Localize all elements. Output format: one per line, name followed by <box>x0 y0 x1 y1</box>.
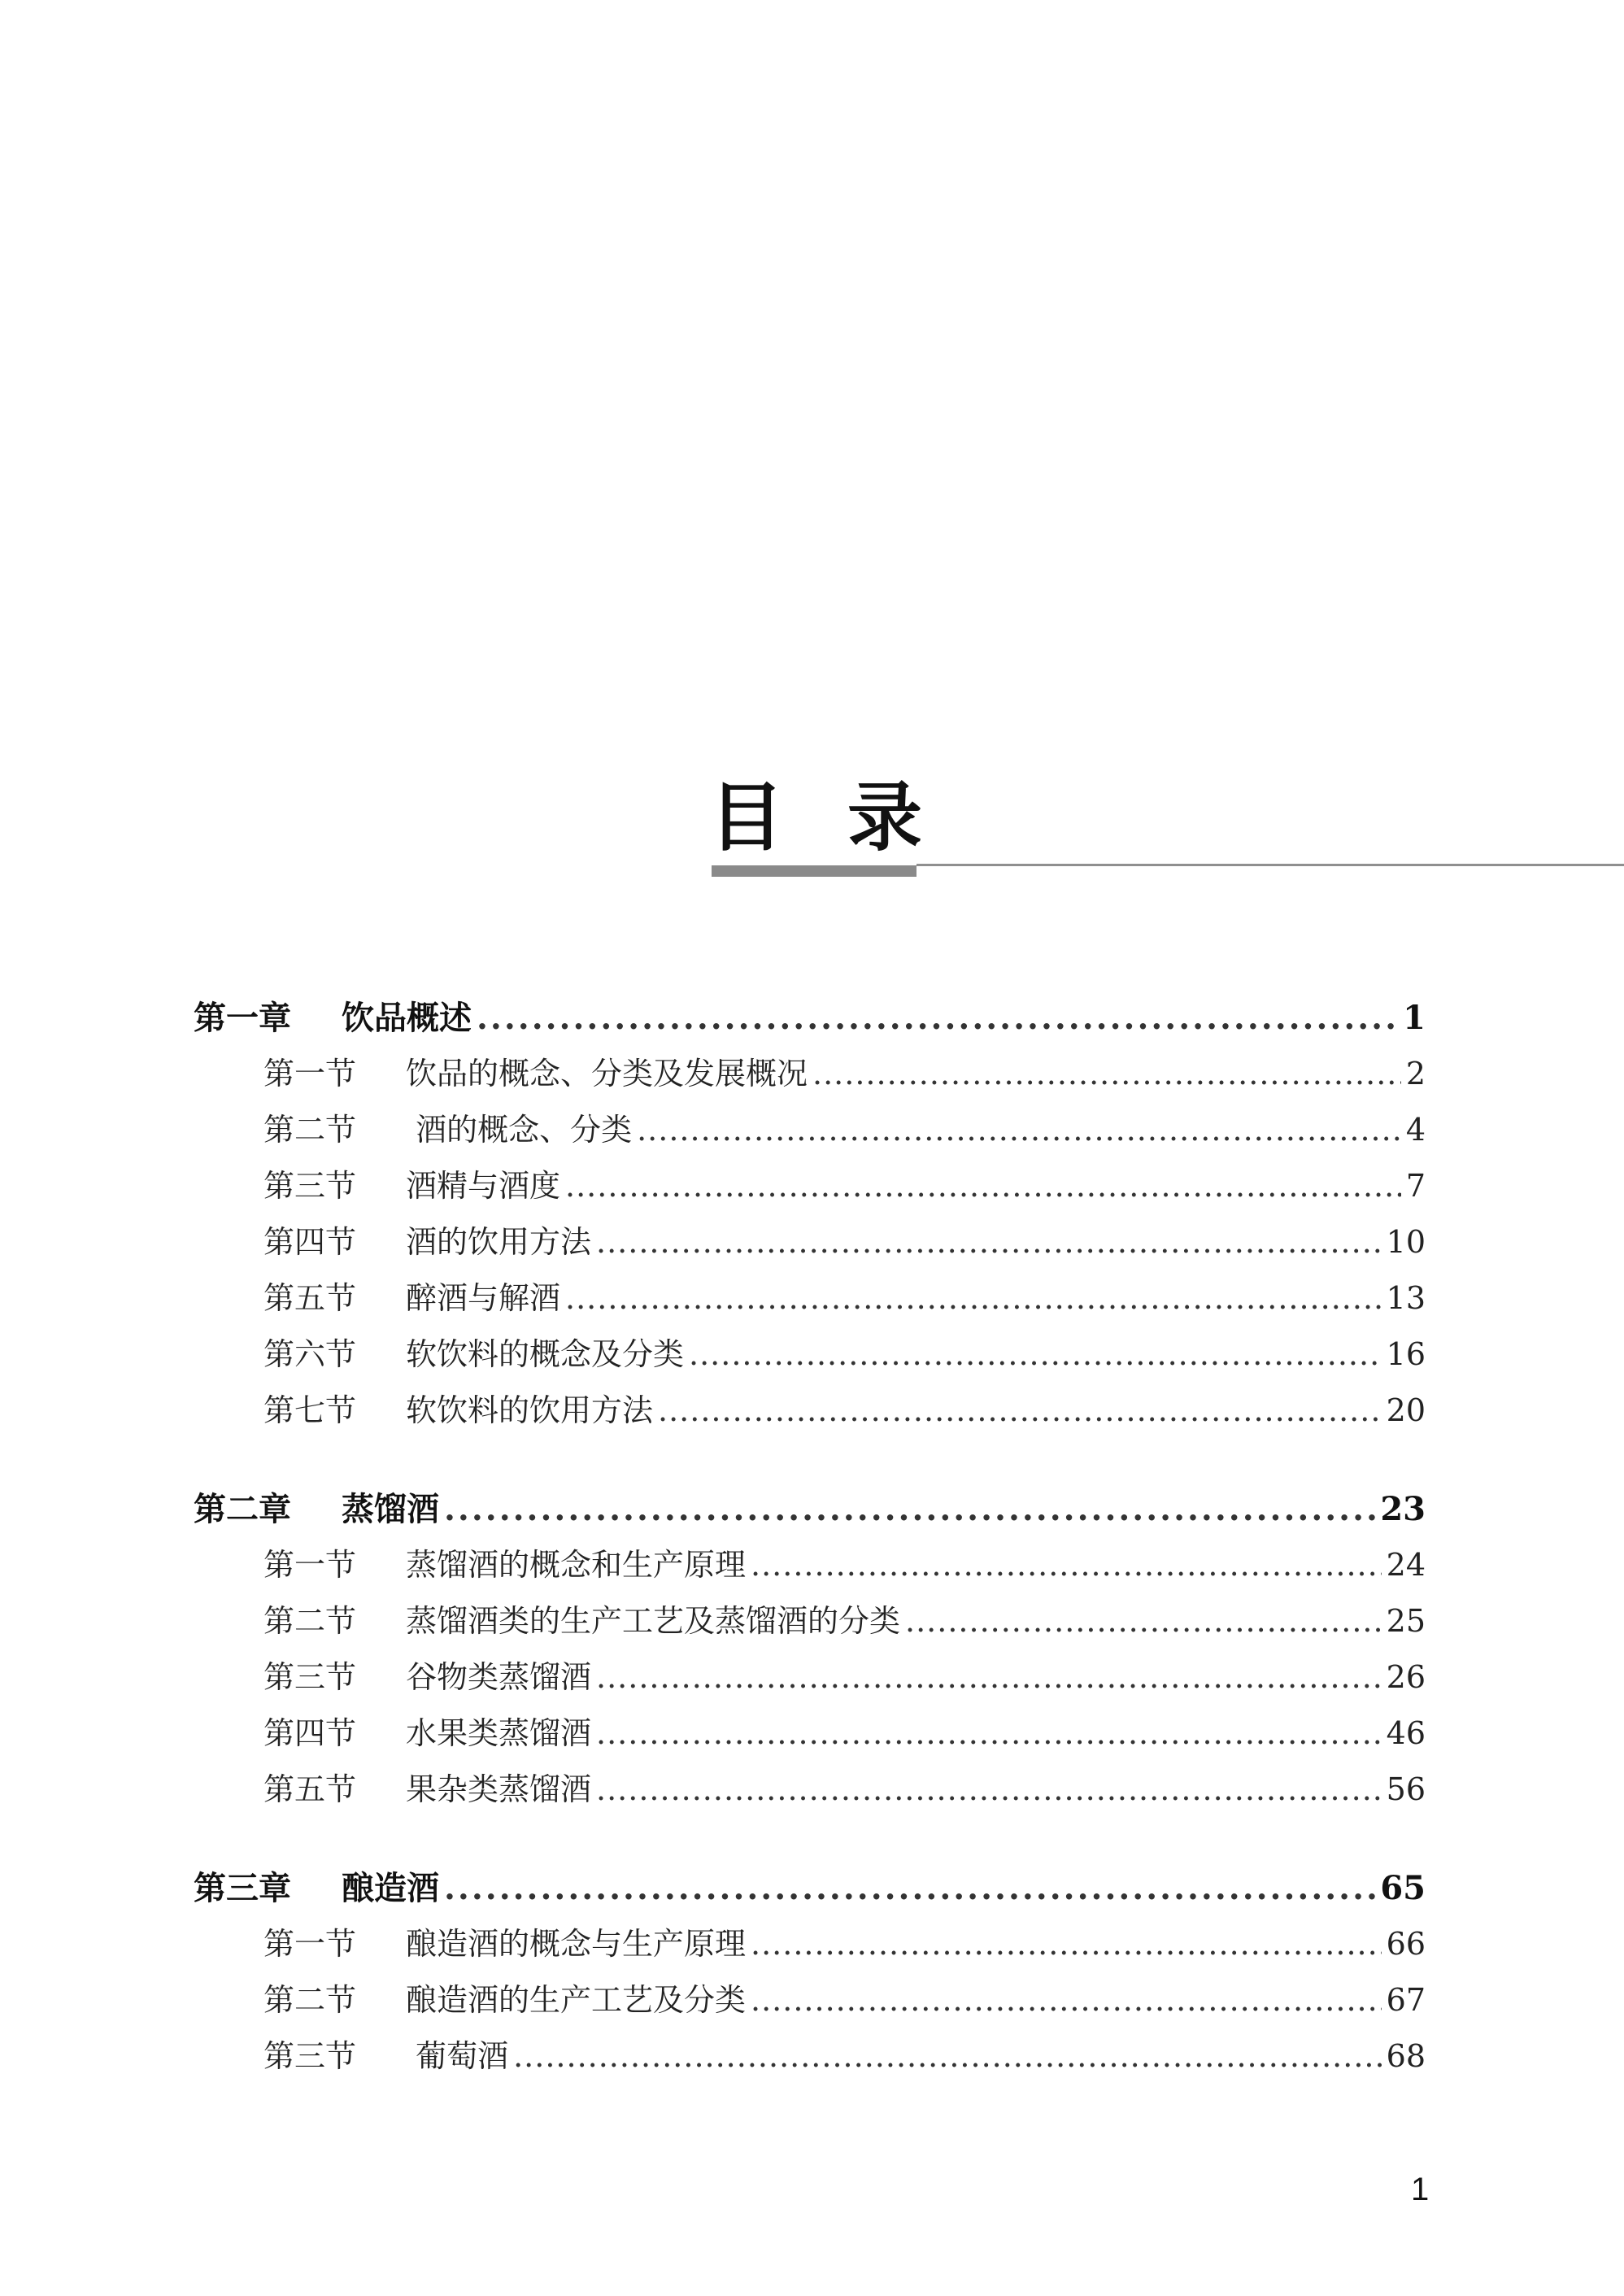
section-name: 酿造酒的生产工艺及分类 <box>406 1982 747 2018</box>
section-page: 66 <box>1386 1926 1426 1962</box>
dot-leader <box>596 1715 1382 1751</box>
section-page: 46 <box>1386 1715 1426 1751</box>
section-number: 第二节 <box>263 1982 357 2018</box>
toc-section-entry[interactable] <box>194 2031 1426 2087</box>
chapter-group-2 <box>194 1483 1426 1820</box>
toc-section-entry[interactable] <box>194 1217 1426 1273</box>
dot-leader <box>477 999 1398 1037</box>
section-number: 第三节 <box>263 1168 357 1204</box>
page-number: 1 <box>1411 2172 1430 2207</box>
chapter-name: 蒸馏酒 <box>342 1490 439 1528</box>
section-number: 第三节 <box>263 2038 357 2074</box>
section-number: 第五节 <box>263 1280 357 1316</box>
section-number: 第三节 <box>263 1659 357 1695</box>
section-number: 第一节 <box>263 1056 357 1091</box>
section-number: 第一节 <box>263 1926 357 1962</box>
section-page: 7 <box>1405 1168 1426 1204</box>
dot-leader <box>658 1392 1382 1428</box>
chapter-number: 第二章 <box>194 1490 291 1528</box>
chapter-number: 第一章 <box>194 999 291 1037</box>
dot-leader <box>751 1547 1382 1583</box>
toc-title <box>709 765 929 870</box>
toc-section-entry[interactable] <box>194 1919 1426 1975</box>
chapter-page: 23 <box>1380 1490 1426 1528</box>
chapter-group-1 <box>194 992 1426 1441</box>
dot-leader <box>689 1336 1382 1372</box>
toc-section-entry[interactable] <box>194 1652 1426 1708</box>
section-name: 软饮料的概念及分类 <box>406 1336 685 1372</box>
toc-section-entry[interactable] <box>194 1764 1426 1820</box>
section-name: 葡萄酒 <box>406 2038 509 2074</box>
section-name: 蒸馏酒的概念和生产原理 <box>406 1547 747 1583</box>
section-number: 第五节 <box>263 1771 357 1807</box>
section-page: 10 <box>1386 1224 1426 1260</box>
dot-leader <box>637 1112 1401 1148</box>
toc-title-char-1: 目 <box>709 773 785 861</box>
toc-section-entry[interactable] <box>194 1161 1426 1217</box>
chapter-group-3 <box>194 1863 1426 2087</box>
section-page: 2 <box>1405 1056 1426 1091</box>
dot-leader <box>812 1056 1401 1091</box>
toc-section-entry[interactable] <box>194 1385 1426 1441</box>
toc-chapter-entry[interactable] <box>194 1483 1426 1540</box>
section-number: 第六节 <box>263 1336 357 1372</box>
section-page: 24 <box>1386 1547 1426 1583</box>
toc-chapter-entry[interactable] <box>194 992 1426 1048</box>
section-name: 水果类蒸馏酒 <box>406 1715 592 1751</box>
section-name: 蒸馏酒类的生产工艺及蒸馏酒的分类 <box>406 1603 901 1639</box>
section-page: 20 <box>1386 1392 1426 1428</box>
section-number: 第七节 <box>263 1392 357 1428</box>
section-page: 68 <box>1386 2038 1426 2074</box>
dot-leader <box>596 1771 1382 1807</box>
chapter-name: 饮品概述 <box>342 999 472 1037</box>
section-page: 25 <box>1386 1603 1426 1639</box>
chapter-page: 65 <box>1380 1869 1426 1907</box>
title-rule-line <box>916 864 1624 866</box>
section-number: 第一节 <box>263 1547 357 1583</box>
chapter-number: 第三章 <box>194 1869 291 1907</box>
dot-leader <box>751 1982 1382 2018</box>
toc-section-entry[interactable] <box>194 1273 1426 1329</box>
chapter-name: 酿造酒 <box>342 1869 439 1907</box>
section-name: 酒的饮用方法 <box>406 1224 592 1260</box>
toc-section-entry[interactable] <box>194 1104 1426 1161</box>
dot-leader <box>596 1659 1382 1695</box>
section-page: 13 <box>1386 1280 1426 1316</box>
dot-leader <box>513 2038 1382 2074</box>
toc-section-entry[interactable] <box>194 1596 1426 1652</box>
dot-leader <box>751 1926 1382 1962</box>
section-number: 第四节 <box>263 1715 357 1751</box>
section-name: 果杂类蒸馏酒 <box>406 1771 592 1807</box>
section-page: 16 <box>1386 1336 1426 1372</box>
section-name: 醉酒与解酒 <box>406 1280 561 1316</box>
toc-chapter-entry[interactable] <box>194 1863 1426 1919</box>
dot-leader <box>565 1168 1401 1204</box>
section-name: 酒精与酒度 <box>406 1168 561 1204</box>
title-underline-bar <box>712 865 916 877</box>
dot-leader <box>444 1869 1375 1907</box>
section-page: 67 <box>1386 1982 1426 2018</box>
section-number: 第四节 <box>263 1224 357 1260</box>
toc-section-entry[interactable] <box>194 1329 1426 1385</box>
section-name: 软饮料的饮用方法 <box>406 1392 654 1428</box>
section-page: 56 <box>1386 1771 1426 1807</box>
dot-leader <box>444 1490 1375 1528</box>
toc-title-char-2: 录 <box>847 773 923 861</box>
dot-leader <box>565 1280 1382 1316</box>
toc-section-entry[interactable] <box>194 1975 1426 2031</box>
toc-section-entry[interactable] <box>194 1540 1426 1596</box>
section-name: 谷物类蒸馏酒 <box>406 1659 592 1695</box>
toc-section-entry[interactable] <box>194 1048 1426 1104</box>
section-page: 26 <box>1386 1659 1426 1695</box>
dot-leader <box>905 1603 1382 1639</box>
toc-section-entry[interactable] <box>194 1708 1426 1764</box>
section-number: 第二节 <box>263 1603 357 1639</box>
dot-leader <box>596 1224 1382 1260</box>
section-number: 第二节 <box>263 1112 357 1148</box>
table-of-contents <box>194 992 1426 2129</box>
section-name: 饮品的概念、分类及发展概况 <box>406 1056 808 1091</box>
section-name: 酒的概念、分类 <box>406 1112 633 1148</box>
section-name: 酿造酒的概念与生产原理 <box>406 1926 747 1962</box>
section-page: 4 <box>1405 1112 1426 1148</box>
chapter-page: 1 <box>1403 999 1426 1037</box>
